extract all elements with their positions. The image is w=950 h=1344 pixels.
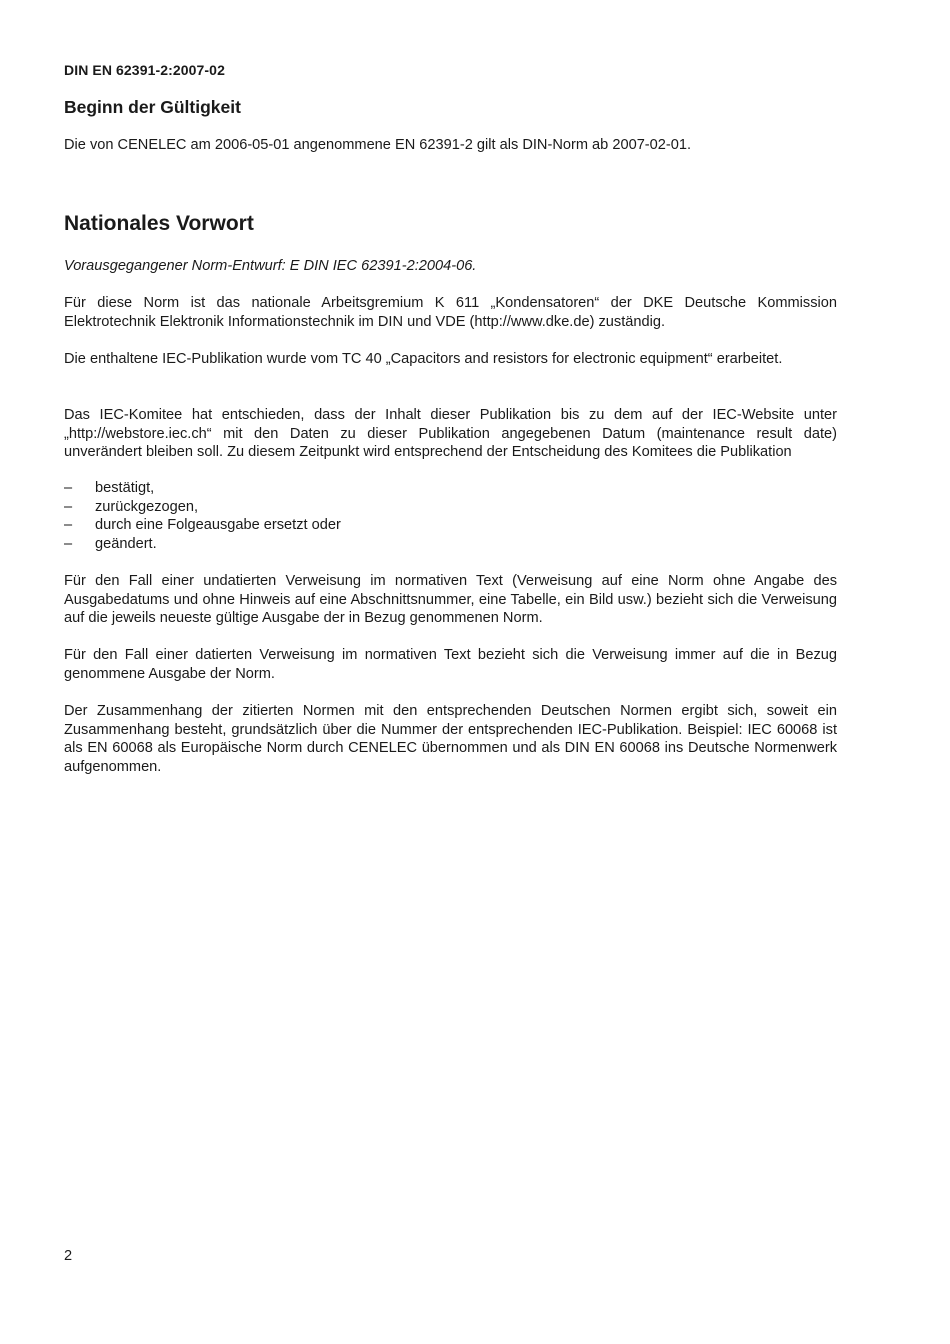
list-dash: – xyxy=(64,535,73,552)
validity-text: Die von CENELEC am 2006-05-01 angenommene EN 62391-2 gilt als DIN-Norm ab 2007-02-01. xyxy=(64,137,692,153)
foreword-paragraph-2: Die enthaltene IEC-Publikation wurde vom TC 40 „Capacitors and resistors for electronic equipment“ erarbeitet. xyxy=(64,351,783,367)
list-item xyxy=(64,535,837,554)
foreword-paragraph-4: Für den Fall einer undatierten Verweisung im normativen Text (Verweisung auf eine Norm ohne Angabe des Ausgabedatums und ohne Hinweis auf eine Abschnittsnummer, eine Tabelle, ein Bild usw.) bezieht sich die Verweisung auf die jeweils neueste gültige Ausgabe der in Bezug genommenen Norm. xyxy=(64,573,837,626)
list-dash: – xyxy=(64,480,73,496)
foreword-paragraph-1: Für diese Norm ist das nationale Arbeitsgremium K 611 „Kondensatoren“ der DKE Deutsche Kommission Elektrotechnik Elektronik Informationstechnik im DIN und VDE (http://www.dke.de) zuständig. xyxy=(64,295,837,330)
list-item xyxy=(64,498,837,517)
list-item-text: durch eine Folgeausgabe ersetzt oder xyxy=(95,517,341,533)
foreword-paragraph-6: Der Zusammenhang der zitierten Normen mit den entsprechenden Deutschen Normen ergibt sich, soweit ein Zusammenhang besteht, grundsätzlich über die Nummer der entsprechenden IEC-Publikation. Beispiel: IEC 60068 ist als EN 60068 als Europäische Norm durch CENELEC übernommen und als DIN EN 60068 ins Deutsche Normenwerk aufgenommen. xyxy=(64,703,837,775)
list-item-text: zurückgezogen, xyxy=(95,498,199,515)
list-item xyxy=(64,516,837,535)
validity-heading: Beginn der Gültigkeit xyxy=(64,97,241,117)
list-item-text: bestätigt, xyxy=(95,480,155,496)
foreword-paragraph-5: Für den Fall einer datierten Verweisung im normativen Text bezieht sich die Verweisung immer auf die in Bezug genommene Ausgabe der Norm. xyxy=(64,647,837,682)
page-number: 2 xyxy=(64,1248,73,1264)
foreword-heading: Nationales Vorwort xyxy=(64,212,254,235)
list-item xyxy=(64,479,837,498)
list-dash: – xyxy=(64,498,73,515)
decision-list xyxy=(64,479,837,553)
document-page xyxy=(64,0,837,1344)
foreword-paragraph-3: Das IEC-Komitee hat entschieden, dass der Inhalt dieser Publikation bis zu dem auf der IEC-Website unter „http://webstore.iec.ch“ mit den Daten zu dieser Publikation angegebenen Datum (maintenance result date) unverändert bleiben soll. Zu diesem Zeitpunkt wird entsprechend der Entscheidung des Komitees die Publikation xyxy=(64,407,837,460)
draft-note: Vorausgegangener Norm-Entwurf: E DIN IEC 62391-2:2004-06. xyxy=(64,258,477,274)
list-item-text: geändert. xyxy=(95,535,157,552)
document-id: DIN EN 62391-2:2007-02 xyxy=(64,62,225,78)
list-dash: – xyxy=(64,517,73,533)
